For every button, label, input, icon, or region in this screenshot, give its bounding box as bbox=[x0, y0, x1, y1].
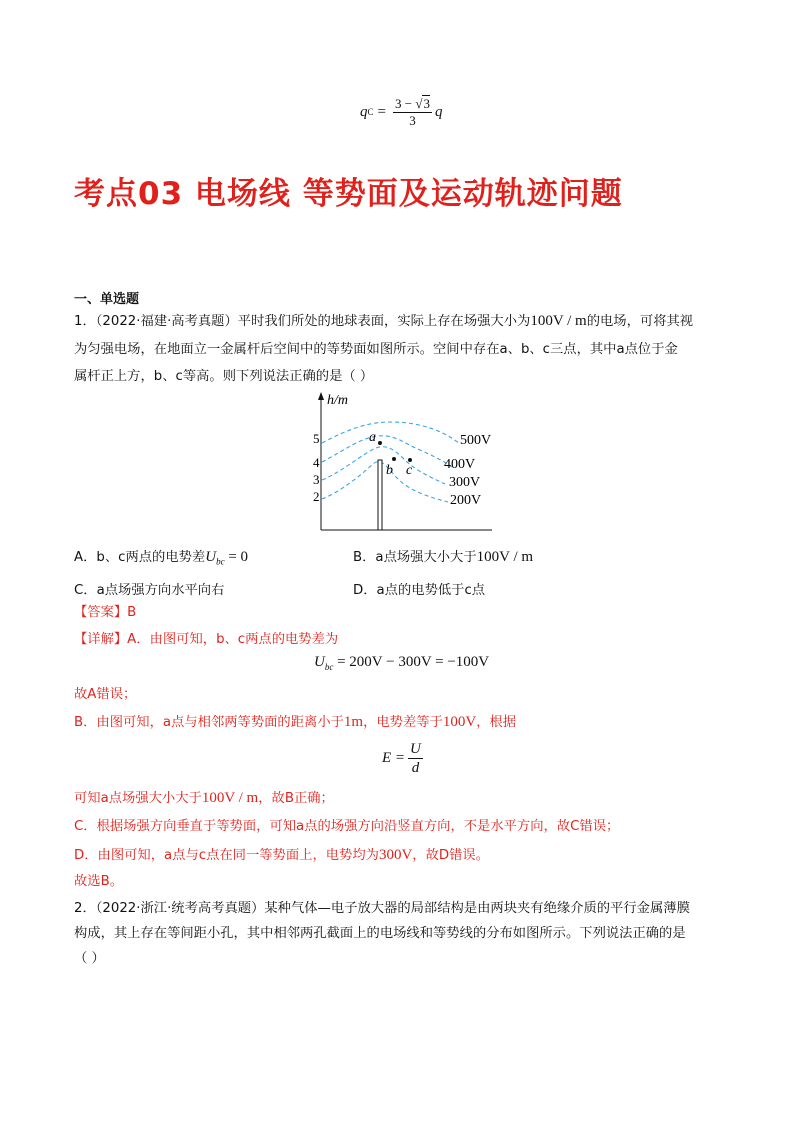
equipotential-500V bbox=[322, 422, 460, 444]
point-a-label: a bbox=[369, 430, 376, 445]
equation-ubc bbox=[314, 654, 489, 672]
formula-numerator bbox=[393, 95, 432, 113]
equipotential-300V bbox=[322, 447, 445, 484]
option-a-eq: = 0 bbox=[224, 549, 249, 565]
formula-rhs-var: q bbox=[434, 103, 443, 120]
tick-3: 3 bbox=[313, 472, 320, 487]
detail-6 bbox=[74, 846, 489, 865]
eq1-rhs: = 200V − 300V = −100V bbox=[333, 654, 490, 670]
label-200V: 200V bbox=[450, 493, 482, 508]
detail-1: 【详解】A．由图可知，b、c两点的电势差为 bbox=[74, 632, 339, 647]
eq1-sub: bc bbox=[324, 662, 334, 672]
detail-3-v2: 100V bbox=[442, 714, 477, 730]
page-title: 考点03 电场线 等势面及运动轨迹问题 bbox=[74, 176, 623, 212]
detail-4-pre: 可知a点场强大小大于 bbox=[74, 791, 202, 806]
point-c-label: c bbox=[406, 463, 413, 478]
option-b-value: 100V / m bbox=[476, 549, 534, 565]
detail-3-v1: 1m bbox=[343, 714, 364, 730]
equation-e bbox=[382, 740, 426, 777]
tick-2: 2 bbox=[313, 489, 320, 504]
formula-sqrt-sign: √ bbox=[415, 96, 423, 111]
point-c bbox=[408, 458, 412, 462]
formula-lhs-sub: C bbox=[367, 107, 374, 117]
point-b-label: b bbox=[386, 463, 393, 478]
option-b[interactable] bbox=[353, 546, 533, 566]
detail-2: 故A错误； bbox=[74, 687, 137, 702]
detail-6-pre: D．由图可知，a点与c点在同一等势面上，电势均为 bbox=[74, 848, 379, 863]
option-a-math: U bbox=[205, 549, 217, 565]
conclusion: 故选B。 bbox=[74, 874, 124, 889]
formula-num-prefix: 3 − bbox=[394, 96, 416, 111]
metal-rod bbox=[378, 460, 382, 530]
eq1-lhs: U bbox=[314, 654, 325, 670]
q1-line2: 为匀强电场，在地面立一金属杆后空间中的等势面如图所示。空间中存在a、b、c三点，其中a点位于金 bbox=[74, 342, 678, 357]
detail-5: C．根据场强方向垂直于等势面，可知a点的场强方向沿竖直方向，不是水平方向，故C错误； bbox=[74, 819, 620, 834]
detail-3-pre: B．由图可知，a点与相邻两等势面的距离小于 bbox=[74, 715, 344, 730]
formula-lhs-var: q bbox=[360, 103, 368, 120]
point-a bbox=[378, 441, 382, 445]
detail-3-mid: ，电势差等于 bbox=[363, 715, 443, 730]
section-title: 一、单选题 bbox=[74, 292, 140, 307]
eq2-lhs: E = bbox=[382, 750, 406, 766]
q1-line1 bbox=[74, 312, 693, 331]
label-300V: 300V bbox=[449, 475, 481, 490]
formula-fraction bbox=[393, 95, 432, 129]
detail-3 bbox=[74, 713, 516, 732]
q2-line3: （ ） bbox=[74, 951, 105, 966]
eq2-fraction bbox=[408, 740, 423, 777]
y-axis-label: h/m bbox=[327, 393, 348, 408]
eq2-den: d bbox=[411, 760, 420, 776]
point-b bbox=[392, 457, 396, 461]
eq2-num: U bbox=[410, 741, 421, 757]
detail-4 bbox=[74, 789, 334, 808]
option-b-text: B．a点场强大小大于 bbox=[353, 550, 477, 565]
top-formula bbox=[360, 92, 442, 132]
q1-line1-post: 的电场，可将其视 bbox=[586, 314, 694, 329]
y-axis-arrow bbox=[318, 392, 324, 400]
label-500V: 500V bbox=[460, 433, 492, 448]
q2-line2: 构成，其上存在等间距小孔，其中相邻两孔截面上的电场线和等势线的分布如图所示。下列说法正确的是 bbox=[74, 926, 686, 941]
tick-4: 4 bbox=[313, 455, 320, 470]
detail-6-post: ，故D错误。 bbox=[412, 848, 490, 863]
equipotential-figure bbox=[300, 388, 500, 533]
detail-3-post: ，根据 bbox=[476, 715, 517, 730]
option-c[interactable]: C．a点场强方向水平向右 bbox=[74, 583, 225, 598]
tick-5: 5 bbox=[313, 431, 320, 446]
detail-4-post: ，故B正确； bbox=[258, 791, 334, 806]
q1-line3: 属杆正上方，b、c等高。则下列说法正确的是（ ） bbox=[74, 369, 374, 384]
answer: 【答案】B bbox=[74, 605, 137, 620]
formula-denominator: 3 bbox=[409, 113, 416, 128]
q1-line1-pre: 1．（2022·福建·高考真题）平时我们所处的地球表面，实际上存在场强大小为 bbox=[74, 314, 531, 329]
label-400V: 400V bbox=[444, 457, 476, 472]
detail-6-value: 300V bbox=[378, 847, 413, 863]
formula-num-sqrt: 3 bbox=[423, 96, 430, 111]
option-a[interactable] bbox=[74, 546, 248, 567]
detail-4-value: 100V / m bbox=[201, 790, 259, 806]
option-a-sub: bc bbox=[216, 556, 225, 567]
formula-equals: = bbox=[377, 103, 386, 120]
equipotential-200V bbox=[322, 462, 448, 502]
q1-line1-value: 100V / m bbox=[530, 313, 587, 329]
option-a-text: A．b、c两点的电势差 bbox=[74, 550, 206, 565]
q2-line1: 2．（2022·浙江·统考高考真题）某种气体—电子放大器的局部结构是由两块夹有绝缘介质的平行金属薄膜 bbox=[74, 901, 690, 916]
option-d[interactable]: D．a点的电势低于c点 bbox=[353, 583, 486, 598]
